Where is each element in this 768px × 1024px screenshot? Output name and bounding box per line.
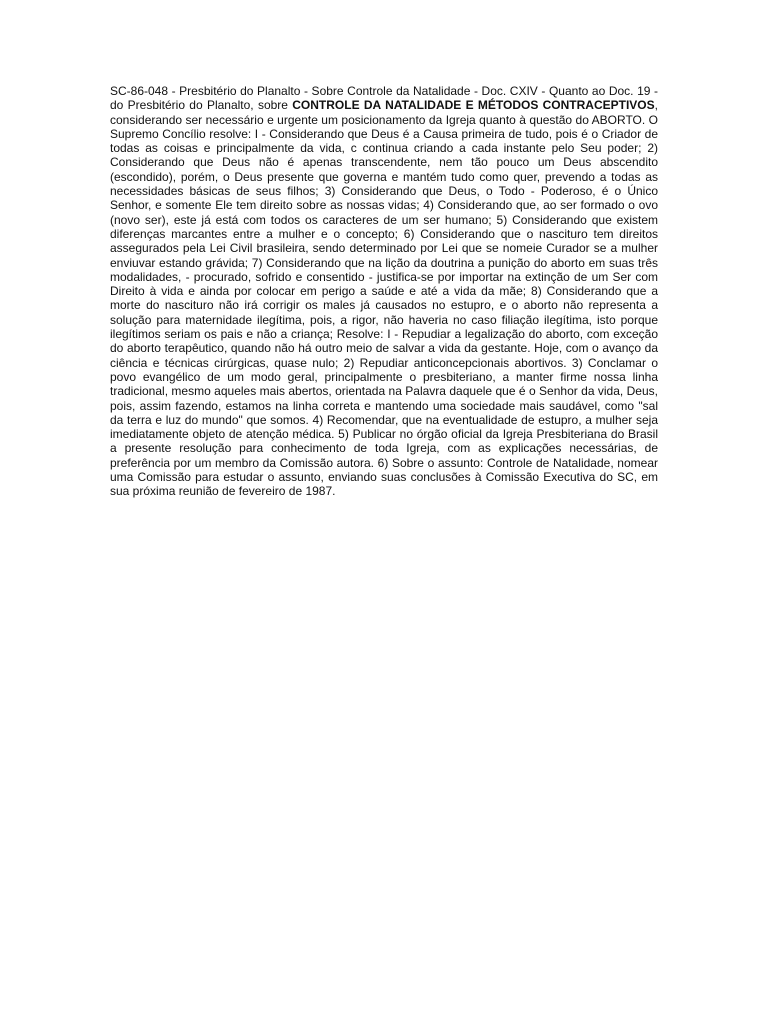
resolution-intro: SC-86-048 - Presbitério do Planalto - Sobre Controle da Natalidade - Doc. CXIV - Quanto ao Doc. 19 - do Presbitério do Planalto, sobre (110, 84, 658, 113)
resolution-body: , considerando ser necessário e urgente um posicionamento da Igreja quanto à questão do ABORTO. O Supremo Concílio resolve: I - Considerando que Deus é a Causa primeira de tudo, pois é o Criador de todas as coisas e principalmente da vida, c continua criando a cada instante pelo Seu poder; 2) Considerando que Deus não é apenas transcendente, nem tão pouco um Deus abscendito (escondido), porém, o Deus presente que governa e mantém tudo como quer, prevendo a todas as necessidades básicas de seus filhos; 3) Considerando que Deus, o Todo - Poderoso, é o Único Senhor, e somente Ele tem direito sobre as nossas vidas; 4) Considerando que, ao ser formado o ovo (novo ser), este já está com todos os caracteres de um ser humano; 5) Considerando que existem diferenças marcantes entre a mulher e o concepto; 6) Considerando que o nascituro tem direitos assegurados pela Lei Civil brasileira, sendo determinado por Lei que se nomeie Curador se a mulher enviuvar estando grávida; 7) Considerando que na lição da doutrina a punição do aborto em suas três modalidades, - procurado, sofrido e consentido - justifica-se por importar na extinção de um Ser com Direito à vida e ainda por colocar em perigo a saúde e até a vida da mãe; 8) Considerando que a morte do nascituro não irá corrigir os males já causados no estupro, e o aborto não representa a solução para maternidade ilegítima, pois, a rigor, não haveria no caso filiação ilegítima, isto porque ilegítimos seriam os pais e não a criança; Resolve: I - Repudiar a legalização do aborto, com exceção do aborto terapêutico, quando não há outro meio de salvar a vida da gestante. Hoje, com o avanço da ciência e técnicas cirúrgicas, quase nulo; 2) Repudiar anticoncepcionais abortivos. 3) Conclamar o povo evangélico de um modo geral, principalmente o presbiteriano, a manter firme nossa linha tradicional, mesmo aqueles mais abertos, orientada na Palavra daquele que é o Senhor da vida, Deus, pois, assim fazendo, estamos na linha correta e mantendo uma sociedade mais saudável, como "sal da terra e luz do mundo" que somos. 4) Recomendar, que na eventualidade de estupro, a mulher seja imediatamente objeto de atenção médica. 5) Publicar no órgão oficial da Igreja Presbiteriana do Brasil a presente resolução para conhecimento de toda Igreja, com as explicações necessárias, de preferência por um membro da Comissão autora. 6) Sobre o assunto: Controle de Natalidade, nomear uma Comissão para estudar o assunto, enviando suas conclusões à Comissão Executiva do SC, em sua próxima reunião de fevereiro de 1987. (110, 98, 658, 499)
resolution-subject: CONTROLE DA NATALIDADE E MÉTODOS CONTRACEPTIVOS (292, 98, 655, 113)
resolution-paragraph (110, 84, 658, 499)
document-page (110, 84, 658, 499)
